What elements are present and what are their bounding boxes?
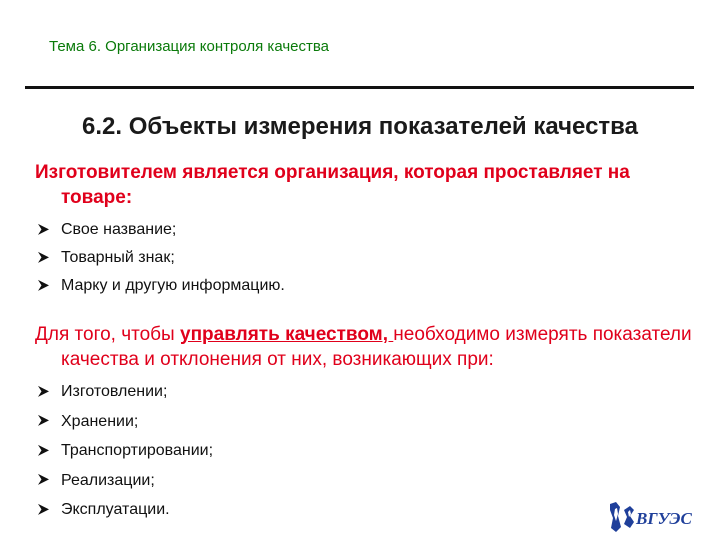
university-logo-icon xyxy=(608,500,696,534)
list-item xyxy=(35,272,695,300)
arrow-bullet-icon xyxy=(37,251,50,264)
section2-lead-emphasis: управлять качеством, xyxy=(180,324,394,345)
section1-list xyxy=(35,216,695,300)
arrow-bullet-icon xyxy=(37,385,50,398)
section2-lead-suffix: необходимо измерять показатели качества и отклонения от них, возникающих при: xyxy=(61,324,692,370)
section2-lead-prefix: Для того, чтобы xyxy=(35,324,180,345)
section2-list xyxy=(35,377,695,525)
topic-header: Тема 6. Организация контроля качества xyxy=(49,38,329,55)
list-item xyxy=(35,377,695,407)
arrow-bullet-icon xyxy=(37,503,50,516)
arrow-bullet-icon xyxy=(37,444,50,457)
list-item xyxy=(35,244,695,272)
section2-lead xyxy=(35,322,695,372)
arrow-bullet-icon xyxy=(37,473,50,486)
list-item-label: Хранении; xyxy=(61,412,139,430)
list-item-label: Изготовлении; xyxy=(61,383,168,400)
list-item xyxy=(35,436,695,466)
list-item-label: Реализации; xyxy=(61,471,155,489)
list-item xyxy=(35,216,695,244)
list-item-label: Товарный знак; xyxy=(61,249,175,266)
list-item-label: Свое название; xyxy=(61,221,177,238)
logo-text: ВГУЭС xyxy=(636,509,692,528)
header-divider xyxy=(25,86,694,89)
slide-title: 6.2. Объекты измерения показателей качества xyxy=(82,113,638,140)
list-item-label: Эксплуатации. xyxy=(61,501,170,518)
list-item xyxy=(35,495,695,525)
section1-lead: Изготовителем является организация, которая проставляет на товаре: xyxy=(35,162,630,208)
slide-content xyxy=(35,160,695,525)
list-item-label: Марку и другую информацию. xyxy=(61,277,285,294)
list-item xyxy=(35,466,695,496)
arrow-bullet-icon xyxy=(37,414,50,427)
arrow-bullet-icon xyxy=(37,279,50,292)
arrow-bullet-icon xyxy=(37,223,50,236)
list-item-label: Транспортировании; xyxy=(61,442,214,459)
list-item xyxy=(35,407,695,437)
